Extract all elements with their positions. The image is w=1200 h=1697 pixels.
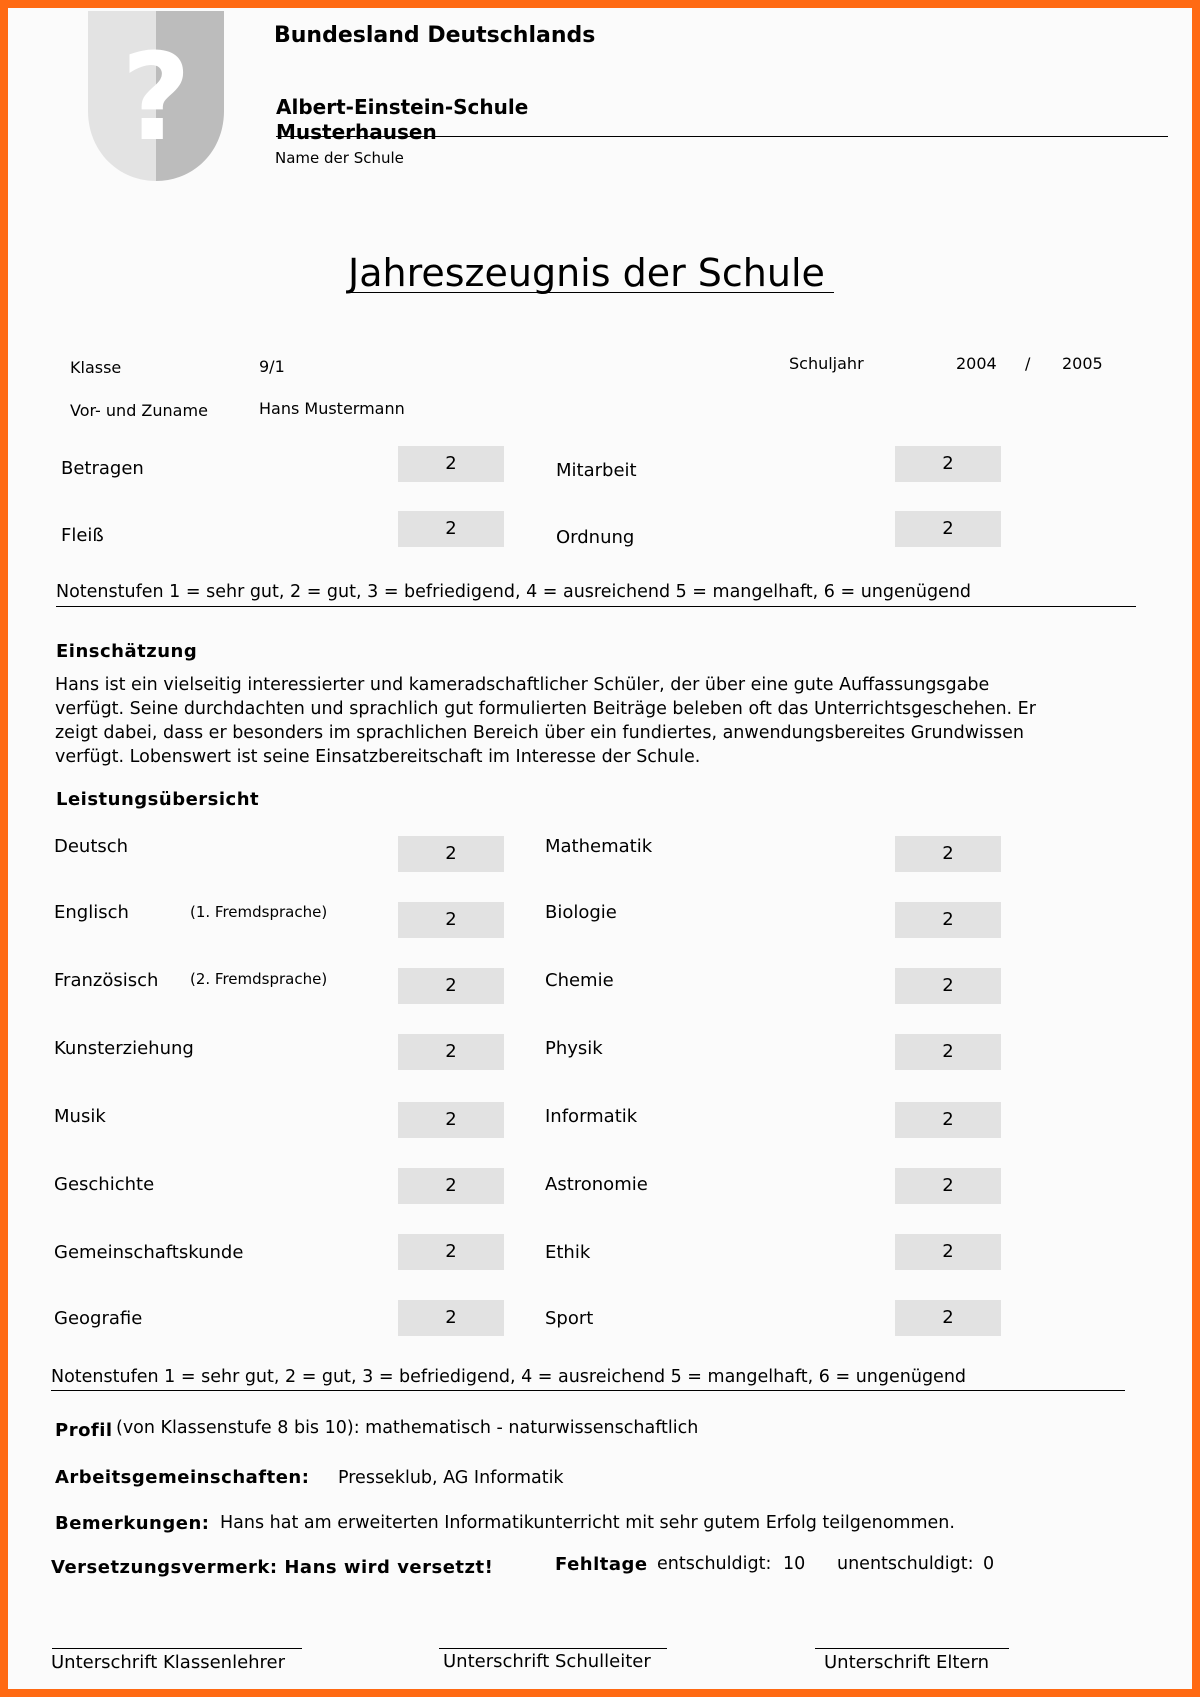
- subject-label: Geografie: [54, 1308, 143, 1329]
- school-name-underline: [276, 136, 1168, 137]
- order-grade: 2: [895, 511, 1001, 547]
- school-name-caption: Name der Schule: [275, 149, 404, 167]
- school-name-line1: Albert-Einstein-Schule: [276, 95, 529, 119]
- remarks-label: Bemerkungen:: [55, 1513, 210, 1534]
- behavior-grade: 2: [398, 446, 504, 482]
- profile-label: Profil: [55, 1420, 113, 1441]
- assessment-line: zeigt dabei, dass er besonders im sprachlichen Bereich über ein fundiertes, anwendungsbereites Grundwissen: [55, 723, 1025, 743]
- school-year-to: 2005: [1062, 354, 1103, 373]
- subject-grade: 2: [895, 1102, 1001, 1138]
- subject-label: Musik: [54, 1106, 106, 1127]
- signature-principal-label: Unterschrift Schulleiter: [443, 1651, 651, 1672]
- name-label: Vor- und Zuname: [70, 401, 208, 420]
- subject-grade: 2: [398, 1102, 504, 1138]
- assessment-line: verfügt. Seine durchdachten und sprachlich gut formulierten Beiträge beleben oft das Unterrichtsgeschehen. Er: [55, 699, 1036, 719]
- subject-grade: 2: [398, 1034, 504, 1070]
- absence-excused-value: 10: [783, 1554, 806, 1574]
- subject-label: Mathematik: [545, 836, 653, 857]
- subject-label: Kunsterziehung: [54, 1038, 194, 1059]
- subject-grade: 2: [398, 836, 504, 872]
- diligence-label: Fleiß: [61, 525, 104, 546]
- clubs-value: Presseklub, AG Informatik: [338, 1468, 564, 1488]
- subject-grade: 2: [895, 1300, 1001, 1336]
- subject-grade: 2: [895, 968, 1001, 1004]
- subject-grade: 2: [895, 836, 1001, 872]
- absence-label: Fehltage: [555, 1554, 648, 1575]
- class-value: 9/1: [259, 357, 285, 376]
- subject-label: Französisch: [54, 970, 159, 991]
- signature-parents-label: Unterschrift Eltern: [824, 1652, 989, 1673]
- crest-question-icon: ?: [121, 29, 191, 168]
- signature-line-principal: [439, 1648, 667, 1649]
- subject-grade: 2: [398, 968, 504, 1004]
- subject-label: Physik: [545, 1038, 603, 1059]
- subject-label: Englisch: [54, 902, 129, 923]
- subject-label: Informatik: [545, 1106, 638, 1127]
- absence-unexcused-value: 0: [983, 1554, 995, 1574]
- grade-scale-underline: [56, 606, 1136, 607]
- behavior-label: Betragen: [61, 458, 144, 479]
- subject-label: Biologie: [545, 902, 617, 923]
- order-label: Ordnung: [556, 527, 635, 548]
- subject-note: (2. Fremdsprache): [190, 970, 328, 988]
- subject-label: Geschichte: [54, 1174, 155, 1195]
- assessment-line: verfügt. Lobenswert ist seine Einsatzbereitschaft im Interesse der Schule.: [55, 747, 701, 767]
- assessment-line: Hans ist ein vielseitig interessierter und kameradschaftlicher Schüler, der über eine gute Auffassungsgabe: [55, 675, 990, 695]
- school-year-from: 2004: [956, 354, 997, 373]
- subject-label: Sport: [545, 1308, 594, 1329]
- report-card-page: [8, 8, 1192, 1689]
- subject-label: Gemeinschaftskunde: [54, 1242, 244, 1263]
- performance-heading: Leistungsübersicht: [56, 789, 260, 810]
- subject-grade: 2: [895, 1168, 1001, 1204]
- diligence-grade: 2: [398, 511, 504, 547]
- participation-grade: 2: [895, 446, 1001, 482]
- subject-grade: 2: [895, 1234, 1001, 1270]
- signature-line-parents: [815, 1648, 1009, 1649]
- subject-grade: 2: [398, 1300, 504, 1336]
- assessment-text: [55, 673, 1115, 769]
- subject-grade: 2: [895, 1034, 1001, 1070]
- grade-scale-underline: [51, 1390, 1125, 1391]
- subject-note: (1. Fremdsprache): [190, 903, 328, 921]
- signature-teacher-label: Unterschrift Klassenlehrer: [51, 1652, 286, 1673]
- subject-grade: 2: [398, 1234, 504, 1270]
- title-underline: [348, 292, 834, 293]
- subject-label: Chemie: [545, 970, 614, 991]
- school-name-line2: Musterhausen: [276, 120, 437, 144]
- state-name: Bundesland Deutschlands: [274, 23, 596, 48]
- clubs-label: Arbeitsgemeinschaften:: [55, 1467, 310, 1488]
- subject-grade: 2: [398, 902, 504, 938]
- subject-grade: 2: [398, 1168, 504, 1204]
- subject-label: Astronomie: [545, 1174, 648, 1195]
- assessment-heading: Einschätzung: [56, 641, 198, 662]
- school-year-separator: /: [1025, 354, 1031, 373]
- profile-value: (von Klassenstufe 8 bis 10): mathematisch - naturwissenschaftlich: [116, 1418, 699, 1438]
- participation-label: Mitarbeit: [556, 460, 637, 481]
- absence-unexcused-label: unentschuldigt:: [837, 1554, 974, 1574]
- class-label: Klasse: [70, 358, 122, 377]
- grade-scale-legend: Notenstufen 1 = sehr gut, 2 = gut, 3 = befriedigend, 4 = ausreichend 5 = mangelhaft, 6 = ungenügend: [56, 582, 972, 602]
- remarks-value: Hans hat am erweiterten Informatikunterricht mit sehr gutem Erfolg teilgenommen.: [220, 1513, 955, 1533]
- promotion-note: Versetzungsvermerk: Hans wird versetzt!: [51, 1557, 494, 1578]
- absence-excused-label: entschuldigt:: [657, 1554, 772, 1574]
- grade-scale-legend: Notenstufen 1 = sehr gut, 2 = gut, 3 = befriedigend, 4 = ausreichend 5 = mangelhaft, 6 = ungenügend: [51, 1367, 967, 1387]
- name-value: Hans Mustermann: [259, 399, 405, 418]
- school-year-label: Schuljahr: [789, 354, 864, 373]
- school-crest: [88, 11, 224, 181]
- subject-label: Deutsch: [54, 836, 129, 857]
- signature-line-teacher: [52, 1648, 302, 1649]
- document-title: Jahreszeugnis der Schule: [348, 251, 825, 295]
- subject-grade: 2: [895, 902, 1001, 938]
- subject-label: Ethik: [545, 1242, 591, 1263]
